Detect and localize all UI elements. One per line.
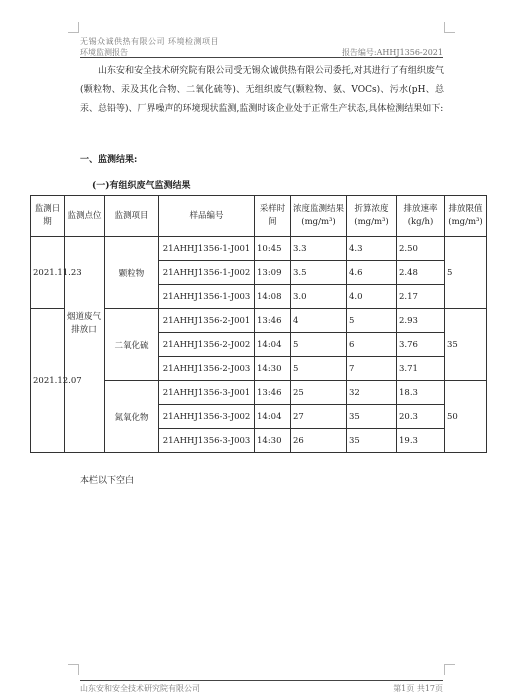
header-project: 无锡众诚供热有限公司 环境检测项目 (80, 37, 220, 46)
time-cell: 14:30 (255, 429, 291, 453)
conc-cell: 3.3 (291, 237, 347, 261)
header-cell: 折算浓度(mg/m³) (347, 196, 397, 237)
conv-cell: 5 (347, 309, 397, 333)
rate-cell: 2.93 (397, 309, 445, 333)
crop-mark-top-right (444, 22, 455, 33)
conc-cell: 5 (291, 333, 347, 357)
conc-cell: 4 (291, 309, 347, 333)
sample-id-cell: 21AHHJ1356-3-J001 (159, 381, 255, 405)
header-cell: 采样时间 (255, 196, 291, 237)
rate-cell: 3.71 (397, 357, 445, 381)
conc-cell: 5 (291, 357, 347, 381)
time-cell: 14:04 (255, 405, 291, 429)
limit-cell: 50 (445, 381, 487, 453)
time-cell: 13:46 (255, 309, 291, 333)
header-cell: 监测日期 (31, 196, 65, 237)
header-cell: 监测项目 (105, 196, 159, 237)
table-header-row (31, 196, 487, 237)
sample-id-cell: 21AHHJ1356-1-J002 (159, 261, 255, 285)
crop-mark-bottom-left (68, 664, 79, 675)
date-cell: 2021.12.07 (31, 309, 65, 453)
sample-id-cell: 21AHHJ1356-2-J001 (159, 309, 255, 333)
subsection-heading-organized-gas: (一)有组织废气监测结果 (92, 181, 191, 191)
crop-mark-bottom-right (444, 664, 455, 675)
conv-cell: 35 (347, 405, 397, 429)
conv-cell: 4.6 (347, 261, 397, 285)
rate-cell: 19.3 (397, 429, 445, 453)
conc-cell: 26 (291, 429, 347, 453)
sample-id-cell: 21AHHJ1356-1-J003 (159, 285, 255, 309)
conv-cell: 4.0 (347, 285, 397, 309)
rate-cell: 2.50 (397, 237, 445, 261)
conv-cell: 32 (347, 381, 397, 405)
conv-cell: 6 (347, 333, 397, 357)
conv-cell: 7 (347, 357, 397, 381)
date-cell: 2021.11.23 (31, 237, 65, 309)
conc-cell: 27 (291, 405, 347, 429)
conv-cell: 35 (347, 429, 397, 453)
blank-below-note: 本栏以下空白 (80, 476, 135, 486)
sample-id-cell: 21AHHJ1356-3-J002 (159, 405, 255, 429)
intro-paragraph: 山东安和安全技术研究院有限公司受无锡众诚供热有限公司委托,对其进行了有组织废气(颗粒物、汞及其化合物、二氧化硫等)、无组织废气(颗粒物、氨、VOCs)、污水(pH、总汞、总铅等)、厂界噪声的环境现状监测,监测时该企业处于正常生产状态,具体检测结果如下: (80, 66, 444, 114)
conc-cell: 3.0 (291, 285, 347, 309)
header-rule (80, 57, 443, 58)
item-cell: 颗粒物 (105, 237, 159, 309)
item-cell: 二氧化硫 (105, 309, 159, 381)
sample-id-cell: 21AHHJ1356-3-J003 (159, 429, 255, 453)
rate-cell: 20.3 (397, 405, 445, 429)
time-cell: 13:46 (255, 381, 291, 405)
rate-cell: 3.76 (397, 333, 445, 357)
limit-cell: 35 (445, 309, 487, 381)
rate-cell: 2.48 (397, 261, 445, 285)
header-report-code: 报告编号:AHHJ1356-2021 (341, 48, 443, 57)
sample-id-cell: 21AHHJ1356-1-J001 (159, 237, 255, 261)
footer-page-number: 第1页 共17页 (393, 684, 443, 693)
header-cell: 排放限值(mg/m³) (445, 196, 487, 237)
header-report-type: 环境监测报告 (80, 48, 128, 57)
time-cell: 13:09 (255, 261, 291, 285)
rate-cell: 2.17 (397, 285, 445, 309)
conc-cell: 25 (291, 381, 347, 405)
conc-cell: 3.5 (291, 261, 347, 285)
rate-cell: 18.3 (397, 381, 445, 405)
header-cell: 浓度监测结果(mg/m³) (291, 196, 347, 237)
sample-id-cell: 21AHHJ1356-2-J003 (159, 357, 255, 381)
time-cell: 14:04 (255, 333, 291, 357)
footer-institute: 山东安和安全技术研究院有限公司 (80, 684, 200, 693)
limit-cell: 5 (445, 237, 487, 309)
footer-rule (80, 680, 443, 681)
crop-mark-top-left (68, 22, 79, 33)
time-cell: 14:08 (255, 285, 291, 309)
section-heading-results: 一、监测结果: (80, 155, 138, 165)
table-row (31, 237, 487, 261)
time-cell: 14:30 (255, 357, 291, 381)
header-cell: 样品编号 (159, 196, 255, 237)
header-cell: 排放速率(kg/h) (397, 196, 445, 237)
conv-cell: 4.3 (347, 237, 397, 261)
item-cell: 氮氧化物 (105, 381, 159, 453)
time-cell: 10:45 (255, 237, 291, 261)
sample-id-cell: 21AHHJ1356-2-J002 (159, 333, 255, 357)
header-cell: 监测点位 (65, 196, 105, 237)
point-label: 烟道废气排放口 (66, 312, 101, 335)
